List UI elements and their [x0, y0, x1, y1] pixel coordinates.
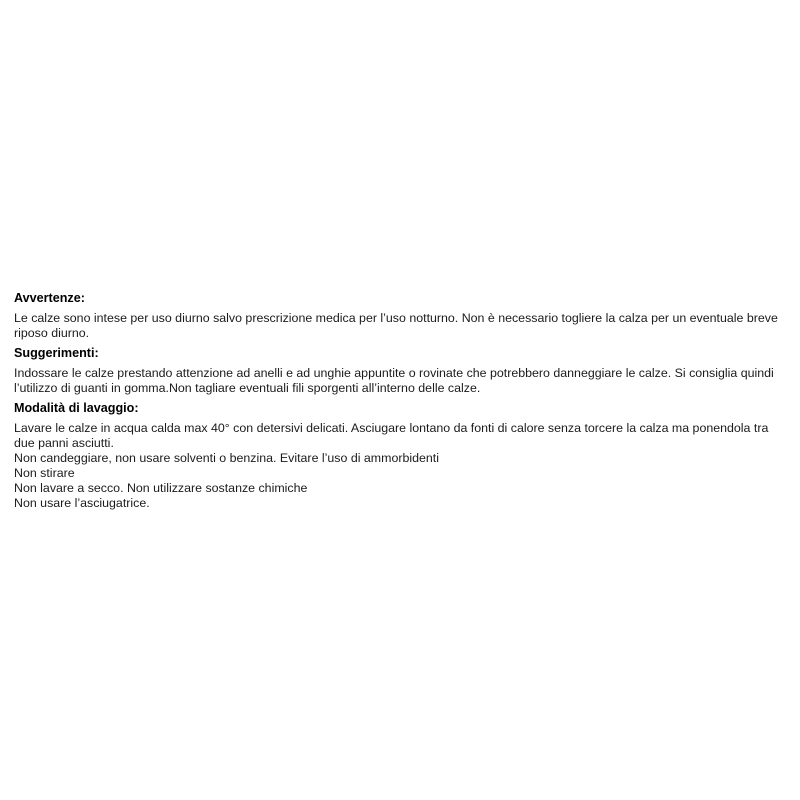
- lavaggio-line-2: due panni asciutti.: [14, 436, 114, 450]
- lavaggio-line-3: Non candeggiare, non usare solventi o benzina. Evitare l’uso di ammorbidenti: [14, 451, 439, 465]
- avvertenze-heading: Avvertenze:: [14, 291, 85, 305]
- lavaggio-line-4: Non stirare: [14, 466, 75, 480]
- suggerimenti-line-1: Indossare le calze prestando attenzione ad anelli e ad unghie appuntite o rovinate che potrebbero danneggiare le calze. Si consiglia quindi: [14, 366, 774, 380]
- modalita-di-lavaggio-heading: Modalità di lavaggio:: [14, 401, 139, 415]
- avvertenze-line-1: Le calze sono intese per uso diurno salvo prescrizione medica per l’uso notturno. Non è necessario togliere la calza per un eventuale breve: [14, 311, 778, 325]
- section-avvertenze: [14, 291, 786, 341]
- suggerimenti-line-2: l’utilizzo di guanti in gomma.Non tagliare eventuali fili sporgenti all’interno delle calze.: [14, 381, 481, 395]
- lavaggio-line-6: Non usare l’asciugatrice.: [14, 496, 150, 510]
- lavaggio-line-1: Lavare le calze in acqua calda max 40° con detersivi delicati. Asciugare lontano da fonti di calore senza torcere la calza ma ponendola tra: [14, 421, 769, 435]
- suggerimenti-heading: Suggerimenti:: [14, 346, 99, 360]
- section-suggerimenti: [14, 346, 786, 396]
- avvertenze-line-2: riposo diurno.: [14, 326, 90, 340]
- lavaggio-line-5: Non lavare a secco. Non utilizzare sostanze chimiche: [14, 481, 308, 495]
- section-modalita-di-lavaggio: [14, 401, 786, 511]
